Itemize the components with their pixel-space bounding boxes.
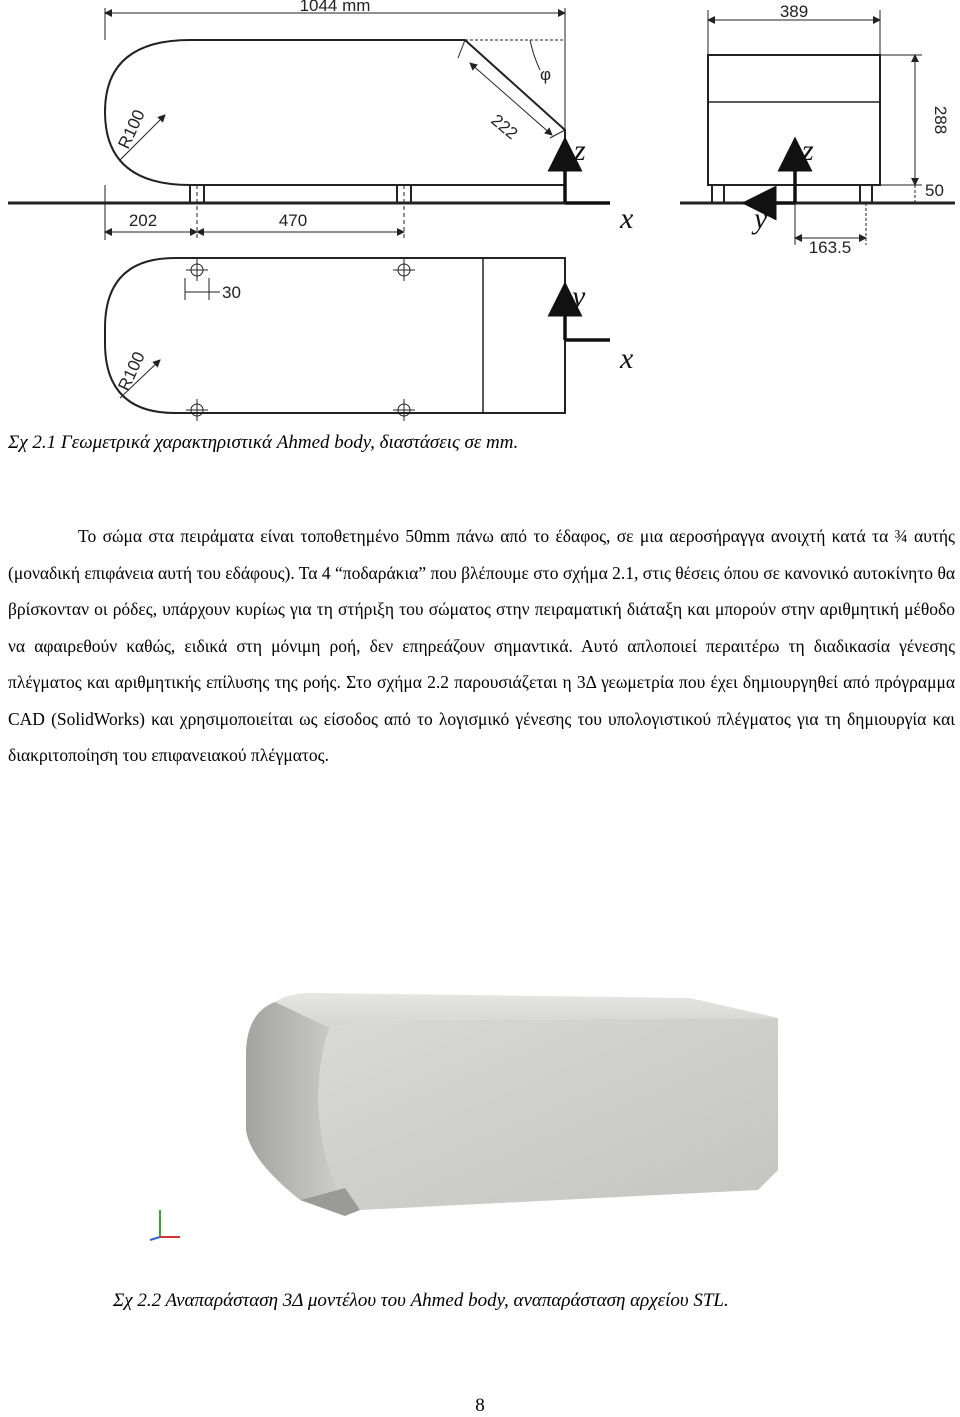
label-front-y: y: [754, 202, 768, 235]
page-number: 8: [475, 1395, 485, 1416]
dim-clearance: 50: [925, 181, 944, 200]
dim-slant: 222: [487, 110, 522, 144]
right-leg-front: [860, 185, 872, 203]
dim-angle: φ: [540, 65, 552, 84]
figure-2-2-caption: Σχ 2.2 Αναπαράσταση 3Δ μοντέλου του Ahmed body, αναπαράσταση αρχείου STL.: [113, 1290, 729, 1311]
figure-2-1-drawing: [0, 0, 960, 425]
dim-front-offset: 202: [128, 211, 158, 230]
label-top-y: y: [572, 280, 586, 313]
dim-width: 389: [779, 2, 809, 21]
dim-leg-spacing: 470: [278, 211, 308, 230]
dim-leg-diameter: 30: [222, 283, 241, 302]
dim-height: 288: [931, 105, 950, 135]
figure-2-1-caption: Σχ 2.1 Γεωμετρικά χαρακτηριστικά Ahmed body, διαστάσεις σε mm.: [8, 432, 519, 453]
label-top-x: x: [620, 342, 634, 375]
figure-2-2-3d-model: [0, 990, 960, 1280]
body-paragraph: [8, 518, 955, 774]
label-side-x: x: [620, 202, 634, 235]
dim-radius-side: R100: [114, 106, 149, 152]
dim-radius-top: R100: [114, 348, 149, 394]
side-view: [8, 8, 610, 240]
model-side-face: [318, 1018, 778, 1210]
side-body-outline: [105, 40, 565, 185]
top-body-outline: [105, 258, 565, 413]
dim-half-width: 163.5: [808, 238, 852, 257]
label-front-z: z: [802, 134, 814, 167]
left-leg-front: [712, 185, 724, 203]
paragraph-text: Το σώμα στα πειράματα είναι τοποθετημένο 50mm πάνω από το έδαφος, σε μια αεροσήραγγα ανοιχτή κατά τα ¾ αυτής (μοναδική επιφάνεια αυτή του εδάφους). Τα 4 “ποδαράκια” που βλέπουμε στο σχήμα 2.1, στις θέσεις όπου σε κανονικό αυτοκίνητο θα βρίσκονταν οι ρόδες, υπάρχουν κυρίως για τη στήριξη του σώματος στην πειραματική διάταξη και μπορούν στην αριθμητική μέθοδο να αφαιρεθούν καθώς, ειδικά στη μόνιμη ροή, δεν επηρεάζουν σημαντικά. Αυτό απλοποιεί περαιτέρω τη διαδικασία γένεσης πλέγματος και αριθμητικής επίλυσης της ροής. Στο σχήμα 2.2 παρουσιάζεται η 3Δ γεωμετρία που έχει δημιουργηθεί από πρόγραμμα CAD (SolidWorks) και χρησιμοποιείται ως είσοδος από το λογισμικό γένεσης του υπολογιστικού πλέγματος για τη δημιουργία και διακριτοποίηση του επιφανειακού πλέγματος.: [8, 526, 955, 765]
coordinate-triad: [150, 1210, 180, 1240]
top-view: [105, 258, 610, 421]
triad-y-icon: [150, 1237, 160, 1240]
label-side-z: z: [574, 134, 586, 167]
front-view: [680, 10, 955, 245]
dim-length: 1044 mm: [299, 0, 371, 15]
